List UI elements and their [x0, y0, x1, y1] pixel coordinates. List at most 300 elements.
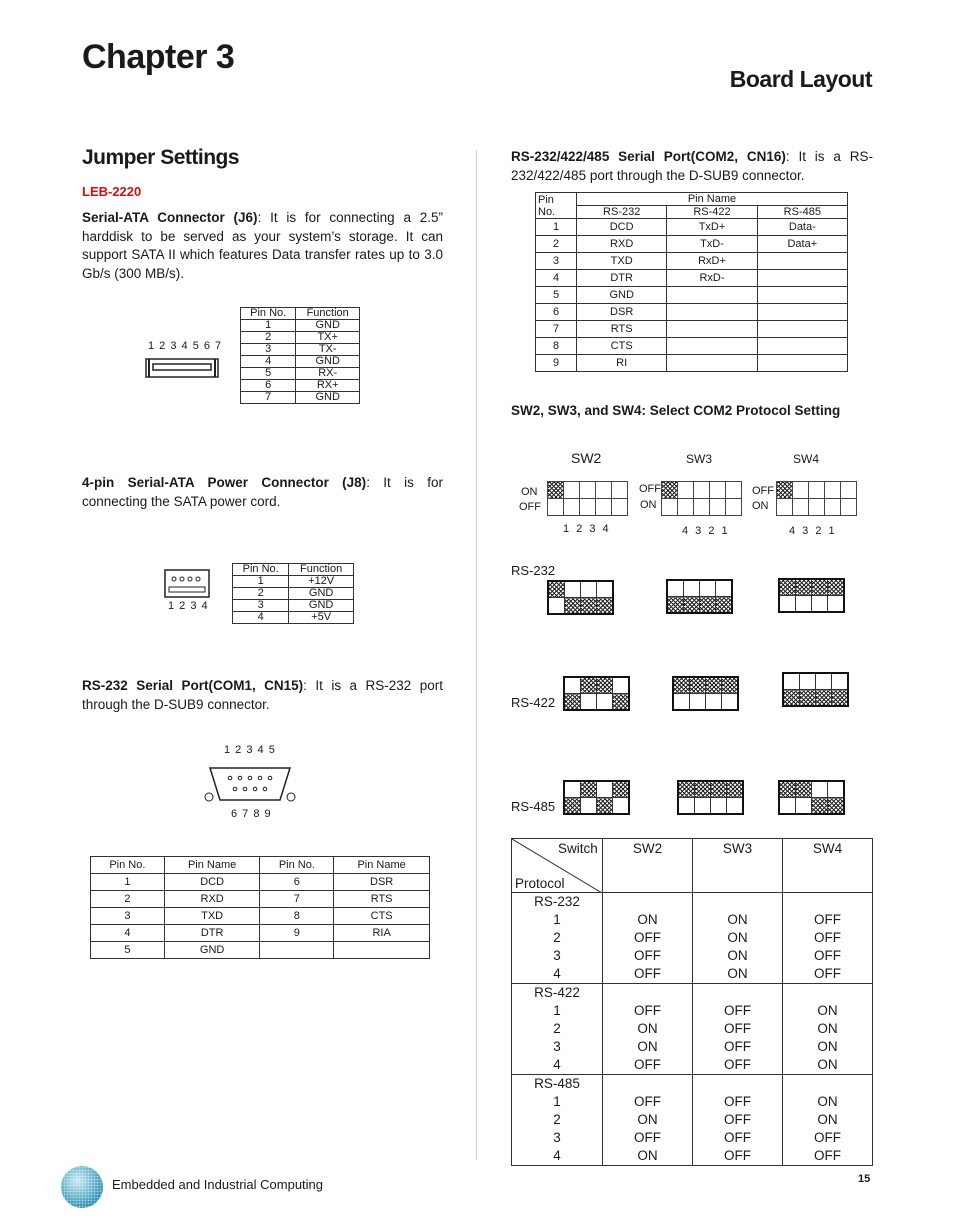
- switch-sample-diagram: [563, 780, 630, 815]
- table-cell: [334, 942, 430, 959]
- com1-bottom-pins: 6 7 8 9: [231, 808, 272, 820]
- table-row: [233, 576, 354, 588]
- table-cell: 3: [233, 600, 289, 612]
- column-header: Pin No.: [241, 308, 296, 320]
- table-cell: GND: [289, 588, 354, 600]
- switch-cell: [564, 694, 581, 711]
- protocol-group-row: [512, 984, 873, 1075]
- switch-value: ON: [817, 1003, 838, 1018]
- switch-sample-diagram: [547, 580, 614, 615]
- switch-value: ON: [817, 1057, 838, 1072]
- switch-cell: [828, 781, 845, 798]
- sw4-values-cell: [783, 984, 873, 1075]
- table-cell: 6: [536, 304, 577, 321]
- switch-cell: [828, 798, 845, 815]
- com2-text: : It is a RS-232/422/485 port through the D-SUB9 connector.: [511, 149, 873, 183]
- sw2-numbers: 1 2 3 4: [563, 523, 611, 535]
- table-row: [536, 236, 848, 253]
- table-cell: Data-: [757, 219, 847, 236]
- switch-cell: [613, 694, 630, 711]
- table-row: [536, 338, 848, 355]
- table-cell: GND: [296, 356, 360, 368]
- sw2-values-cell: [603, 984, 693, 1075]
- sata-connector-icon: [145, 355, 220, 379]
- switch-cell: [548, 581, 565, 598]
- power-title: 4-pin Serial-ATA Power Connector (J8): [82, 475, 367, 490]
- switch-sample-diagram: [778, 780, 845, 815]
- switch-cell: [597, 694, 613, 711]
- rs485-row-label: RS-485: [511, 799, 556, 814]
- table-row: [241, 356, 360, 368]
- table-cell: 4: [233, 612, 289, 624]
- table-row: [233, 600, 354, 612]
- table-cell: 1: [241, 320, 296, 332]
- com2-subheader: [536, 206, 848, 219]
- spacer: [783, 1075, 872, 1093]
- sw3-numbers: 4 3 2 1: [682, 525, 730, 537]
- pin-number: 2: [553, 1021, 561, 1036]
- switch-cell: [581, 598, 597, 615]
- sw2-off-label: OFF: [519, 501, 541, 513]
- pin-number: 4: [553, 1057, 561, 1072]
- column-header: Pin Name: [164, 857, 260, 874]
- com2-table-header: [536, 193, 848, 206]
- switch-cell: [548, 598, 565, 615]
- table-row: [241, 380, 360, 392]
- table-cell: 7: [536, 321, 577, 338]
- power-pin-table: [232, 563, 354, 624]
- com1-table-header: [91, 857, 430, 874]
- sw4-header: SW4: [783, 839, 873, 893]
- switch-value: OFF: [814, 930, 841, 945]
- protocol-name: RS-422: [534, 985, 580, 1000]
- switch-cell: [690, 677, 706, 694]
- table-cell: [757, 304, 847, 321]
- switch-value: OFF: [814, 966, 841, 981]
- switch-cell: [613, 798, 630, 815]
- switch-cell: [816, 690, 832, 707]
- switch-cell: [684, 580, 700, 597]
- pin-number: 4: [553, 966, 561, 981]
- company-logo: [60, 1163, 106, 1209]
- pin-number: 3: [553, 1039, 561, 1054]
- table-cell: 4: [91, 925, 165, 942]
- switch-cell: [816, 673, 832, 690]
- table-cell: [667, 287, 757, 304]
- table-cell: RXD: [577, 236, 667, 253]
- switch-cell: [727, 781, 744, 798]
- table-cell: 6: [241, 380, 296, 392]
- table-row: [536, 287, 848, 304]
- table-row: [233, 612, 354, 624]
- model-label: LEB-2220: [82, 184, 142, 199]
- switch-value: ON: [637, 1112, 658, 1127]
- spacer: [693, 1075, 782, 1093]
- sw3-values-cell: [693, 1075, 783, 1166]
- sw2-on-label: ON: [521, 486, 538, 498]
- table-row: [241, 332, 360, 344]
- column-header: Pin Name: [334, 857, 430, 874]
- switch-cell: [800, 690, 816, 707]
- table-row: [91, 908, 430, 925]
- table-row: [91, 874, 430, 891]
- switch-cell: [796, 798, 812, 815]
- switch-cell: [667, 580, 684, 597]
- switch-value: OFF: [814, 1130, 841, 1145]
- switch-value: ON: [817, 1094, 838, 1109]
- switch-cell: [796, 579, 812, 596]
- spacer: [693, 893, 782, 911]
- switch-cell: [796, 781, 812, 798]
- switch-value: OFF: [634, 948, 661, 963]
- switch-cell: [832, 673, 849, 690]
- protocol-subheader: RS-485: [757, 206, 847, 219]
- table-cell: RX-: [296, 368, 360, 380]
- switch-value: ON: [817, 1112, 838, 1127]
- switch-cell: [700, 580, 716, 597]
- switch-cell: [779, 596, 796, 613]
- table-cell: DCD: [577, 219, 667, 236]
- chapter-title: Chapter 3: [82, 38, 235, 76]
- sw4-values-cell: [783, 1075, 873, 1166]
- column-header: Pin No.: [260, 857, 334, 874]
- switch-value: OFF: [634, 1094, 661, 1109]
- switch-cell: [684, 597, 700, 614]
- table-row: [536, 253, 848, 270]
- switch-cell: [673, 677, 690, 694]
- table-cell: 6: [260, 874, 334, 891]
- table-cell: RxD+: [667, 253, 757, 270]
- sata-description: [82, 209, 443, 283]
- switch-cell: [695, 798, 711, 815]
- switch-cell: [779, 798, 796, 815]
- switch-cell: [828, 579, 845, 596]
- table-cell: 3: [241, 344, 296, 356]
- switch-cell: [678, 798, 695, 815]
- switch-cell: [812, 798, 828, 815]
- table-cell: [667, 338, 757, 355]
- power-connector-icon: [164, 569, 210, 599]
- pin-number: 2: [553, 1112, 561, 1127]
- column-header: Function: [289, 564, 354, 576]
- switch-cell: [565, 581, 581, 598]
- table-cell: RXD: [164, 891, 260, 908]
- column-header: Function: [296, 308, 360, 320]
- sw2-values-cell: [603, 1075, 693, 1166]
- switch-cell: [828, 596, 845, 613]
- switch-value: OFF: [724, 1112, 751, 1127]
- sata-pin-labels: 1 2 3 4 5 6 7: [148, 340, 223, 352]
- switch-cell: [783, 673, 800, 690]
- table-cell: [667, 304, 757, 321]
- switch-value: ON: [727, 912, 748, 927]
- switch-cell: [812, 781, 828, 798]
- table-cell: 8: [536, 338, 577, 355]
- table-cell: 2: [91, 891, 165, 908]
- spacer: [603, 984, 692, 1002]
- table-cell: 5: [536, 287, 577, 304]
- table-cell: [757, 253, 847, 270]
- table-cell: 3: [91, 908, 165, 925]
- com1-description: [82, 677, 443, 714]
- table-cell: 2: [241, 332, 296, 344]
- sw2-values-cell: [603, 893, 693, 984]
- table-cell: 5: [241, 368, 296, 380]
- table-cell: TX-: [296, 344, 360, 356]
- table-cell: [260, 942, 334, 959]
- table-cell: TX+: [296, 332, 360, 344]
- table-cell: GND: [164, 942, 260, 959]
- sw2-label: SW2: [571, 450, 602, 466]
- switch-cell: [711, 781, 727, 798]
- sw3-label: SW3: [686, 452, 713, 466]
- switch-cell: [564, 677, 581, 694]
- protocol-table: [511, 838, 873, 1166]
- switch-cell: [581, 581, 597, 598]
- rs422-row-label: RS-422: [511, 695, 556, 710]
- pin-number: 3: [553, 1130, 561, 1145]
- protocol-group-row: [512, 893, 873, 984]
- footer-text: Embedded and Industrial Computing: [112, 1177, 324, 1192]
- switch-cell: [812, 579, 828, 596]
- switch-cell: [727, 798, 744, 815]
- table-cell: RxD-: [667, 270, 757, 287]
- protocol-name: RS-232: [534, 894, 580, 909]
- switch-value: OFF: [724, 1094, 751, 1109]
- switch-cell: [695, 781, 711, 798]
- column-header: Pin No.: [233, 564, 289, 576]
- page-number: 15: [858, 1173, 871, 1185]
- table-cell: CTS: [334, 908, 430, 925]
- column-divider: [476, 150, 477, 1160]
- sw3-diagram: [661, 481, 742, 516]
- com1-text: : It is a RS-232 port through the D-SUB9 connector.: [82, 678, 443, 712]
- switch-value: OFF: [724, 1003, 751, 1018]
- sw3-values-cell: [693, 893, 783, 984]
- switch-cell: [597, 581, 614, 598]
- table-cell: +5V: [289, 612, 354, 624]
- protocol-name-cell: [512, 1075, 603, 1166]
- sw4-label: SW4: [793, 452, 820, 466]
- pin-number: 1: [553, 912, 561, 927]
- table-cell: [757, 287, 847, 304]
- table-row: [536, 355, 848, 372]
- switch-label: Switch: [558, 841, 598, 856]
- sw3-header: SW3: [693, 839, 783, 893]
- table-row: [241, 392, 360, 404]
- switch-cell: [800, 673, 816, 690]
- switch-value: OFF: [724, 1021, 751, 1036]
- switch-cell: [581, 694, 597, 711]
- power-text: : It is for connecting the SATA power cord.: [82, 475, 443, 509]
- pin-name-header: Pin Name: [577, 193, 848, 206]
- pin-number: 1: [553, 1003, 561, 1018]
- table-cell: 5: [91, 942, 165, 959]
- switch-cell: [796, 596, 812, 613]
- table-cell: RX+: [296, 380, 360, 392]
- switch-cell: [667, 597, 684, 614]
- sw2-diagram: [547, 481, 628, 516]
- switch-sample-diagram: [563, 676, 630, 711]
- switch-cell: [597, 677, 613, 694]
- switch-cell: [613, 781, 630, 798]
- switch-value: OFF: [814, 948, 841, 963]
- protocol-group-row: [512, 1075, 873, 1166]
- table-cell: 1: [91, 874, 165, 891]
- table-row: [91, 925, 430, 942]
- table-cell: [667, 355, 757, 372]
- com2-title: RS-232/422/485 Serial Port(COM2, CN16): [511, 149, 786, 164]
- switch-cell: [779, 781, 796, 798]
- switch-cell: [783, 690, 800, 707]
- table-cell: [757, 338, 847, 355]
- table-cell: 2: [536, 236, 577, 253]
- spacer: [603, 893, 692, 911]
- sw2-header: SW2: [603, 839, 693, 893]
- switch-cell: [711, 798, 727, 815]
- table-cell: 2: [233, 588, 289, 600]
- switch-cell: [690, 694, 706, 711]
- sw3-on-label: ON: [640, 499, 657, 511]
- switch-cell: [722, 677, 739, 694]
- switch-setting-title: SW2, SW3, and SW4: Select COM2 Protocol Setting: [511, 403, 841, 418]
- switch-sample-diagram: [778, 578, 845, 613]
- switch-cell: [812, 596, 828, 613]
- table-cell: 9: [536, 355, 577, 372]
- switch-cell: [597, 781, 613, 798]
- switch-cell: [716, 597, 733, 614]
- table-cell: DSR: [334, 874, 430, 891]
- sw4-diagram: [776, 481, 857, 516]
- switch-value: OFF: [724, 1130, 751, 1145]
- table-cell: DTR: [164, 925, 260, 942]
- switch-value: OFF: [634, 1130, 661, 1145]
- table-cell: 1: [536, 219, 577, 236]
- switch-value: OFF: [724, 1039, 751, 1054]
- com1-title: RS-232 Serial Port(COM1, CN15): [82, 678, 304, 693]
- table-cell: DSR: [577, 304, 667, 321]
- table-cell: 7: [241, 392, 296, 404]
- switch-value: OFF: [724, 1057, 751, 1072]
- rs232-row-label: RS-232: [511, 563, 556, 578]
- switch-sample-diagram: [677, 780, 744, 815]
- power-table-header: [233, 564, 354, 576]
- section-title: Board Layout: [729, 66, 872, 92]
- table-cell: 1: [233, 576, 289, 588]
- pin-number: 3: [553, 948, 561, 963]
- sw3-values-cell: [693, 984, 783, 1075]
- table-cell: RIA: [334, 925, 430, 942]
- com1-top-pins: 1 2 3 4 5: [224, 744, 276, 756]
- table-cell: 3: [536, 253, 577, 270]
- switch-cell: [700, 597, 716, 614]
- protocol-name-cell: [512, 893, 603, 984]
- table-row: [233, 588, 354, 600]
- table-cell: TXD: [164, 908, 260, 925]
- switch-cell: [581, 781, 597, 798]
- column-header: Pin No.: [91, 857, 165, 874]
- jumper-settings-heading: Jumper Settings: [82, 146, 240, 169]
- power-pin-labels: 1 2 3 4: [168, 600, 209, 612]
- table-row: [91, 942, 430, 959]
- switch-value: ON: [637, 1039, 658, 1054]
- switch-value: ON: [817, 1039, 838, 1054]
- switch-cell: [565, 598, 581, 615]
- table-cell: [757, 321, 847, 338]
- switch-value: ON: [727, 948, 748, 963]
- switch-protocol-header: [512, 839, 603, 893]
- com1-pin-table: [90, 856, 430, 959]
- switch-cell: [597, 798, 613, 815]
- switch-cell: [581, 677, 597, 694]
- table-cell: [757, 355, 847, 372]
- sw4-off-label: OFF: [752, 485, 774, 497]
- sw4-on-label: ON: [752, 500, 769, 512]
- switch-value: ON: [727, 966, 748, 981]
- pin-no-header: Pin No.: [536, 193, 577, 219]
- pin-number: 4: [553, 1148, 561, 1163]
- table-cell: RTS: [334, 891, 430, 908]
- table-cell: RI: [577, 355, 667, 372]
- table-cell: TXD: [577, 253, 667, 270]
- table-cell: [667, 321, 757, 338]
- sw4-numbers: 4 3 2 1: [789, 525, 837, 537]
- switch-sample-diagram: [782, 672, 849, 707]
- switch-value: OFF: [814, 1148, 841, 1163]
- spacer: [603, 1075, 692, 1093]
- com2-pin-table: [535, 192, 848, 372]
- table-cell: GND: [296, 392, 360, 404]
- switch-value: ON: [637, 1148, 658, 1163]
- table-row: [536, 321, 848, 338]
- switch-value: OFF: [634, 966, 661, 981]
- table-cell: GND: [577, 287, 667, 304]
- table-cell: 4: [536, 270, 577, 287]
- table-cell: [757, 270, 847, 287]
- switch-cell: [716, 580, 733, 597]
- table-cell: GND: [296, 320, 360, 332]
- switch-value: ON: [637, 1021, 658, 1036]
- table-cell: DCD: [164, 874, 260, 891]
- switch-value: ON: [817, 1021, 838, 1036]
- switch-cell: [678, 781, 695, 798]
- sata-text: : It is for connecting a 2.5” harddisk to be served as your system’s storage. It can support SATA II which features Data transfer rates up to 3.0 Gb/s (300 MB/s).: [82, 210, 443, 281]
- switch-cell: [722, 694, 739, 711]
- pin-number: 2: [553, 930, 561, 945]
- sata-table-header: [241, 308, 360, 320]
- switch-cell: [613, 677, 630, 694]
- protocol-name-cell: [512, 984, 603, 1075]
- protocol-subheader: RS-232: [577, 206, 667, 219]
- sata-pin-table: [240, 307, 360, 404]
- table-row: [91, 891, 430, 908]
- sata-title: Serial-ATA Connector (J6): [82, 210, 258, 225]
- switch-cell: [581, 798, 597, 815]
- switch-cell: [564, 781, 581, 798]
- sw4-values-cell: [783, 893, 873, 984]
- switch-cell: [673, 694, 690, 711]
- table-row: [241, 320, 360, 332]
- sw3-off-label: OFF: [639, 483, 661, 495]
- power-description: [82, 474, 443, 511]
- switch-cell: [564, 798, 581, 815]
- table-cell: 9: [260, 925, 334, 942]
- table-cell: CTS: [577, 338, 667, 355]
- table-row: [536, 219, 848, 236]
- pin-number: 1: [553, 1094, 561, 1109]
- table-cell: +12V: [289, 576, 354, 588]
- switch-value: OFF: [634, 930, 661, 945]
